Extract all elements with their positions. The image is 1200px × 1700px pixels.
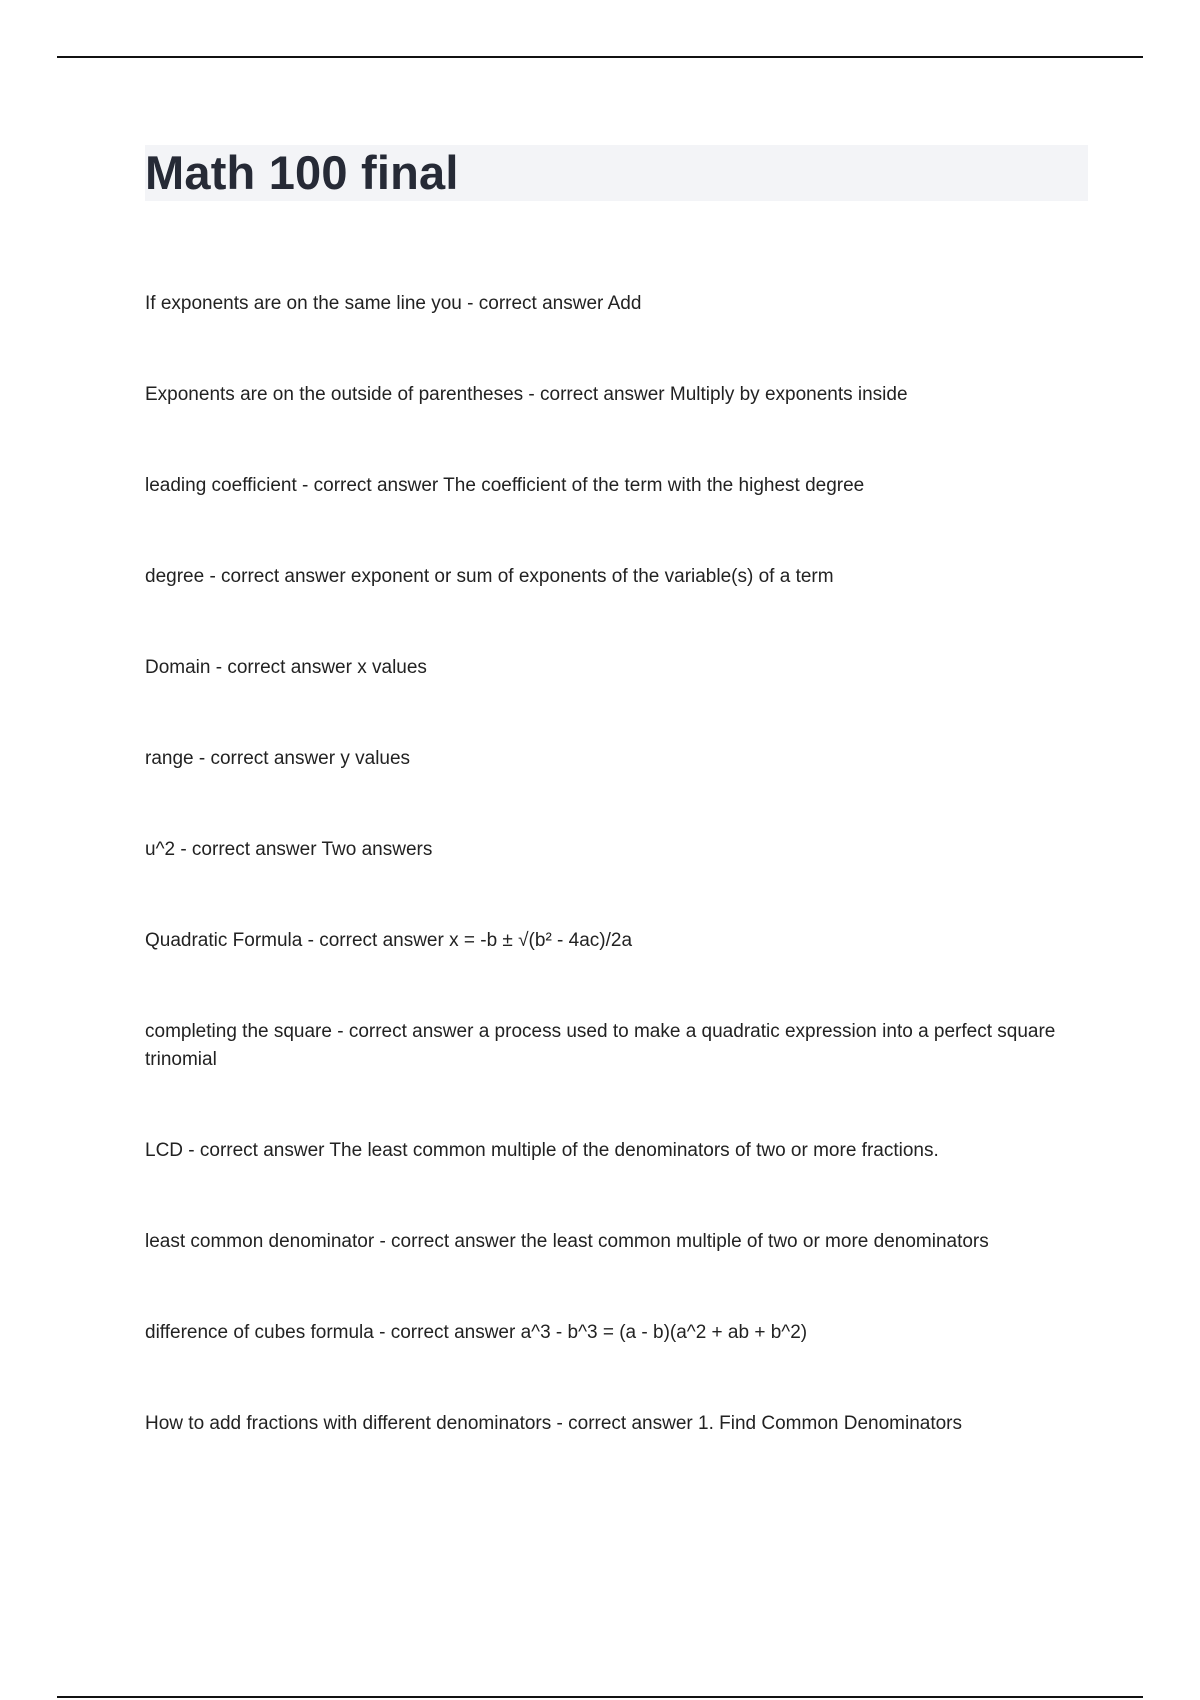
- flashcard-entry: If exponents are on the same line you - correct answer Add: [145, 293, 642, 314]
- flashcard-entry: u^2 - correct answer Two answers: [145, 839, 433, 860]
- flashcard-entry: difference of cubes formula - correct answer a^3 - b^3 = (a - b)(a^2 + ab + b^2): [145, 1322, 808, 1343]
- flashcard-entry: Quadratic Formula - correct answer x = -b ± √(b² - 4ac)/2a: [145, 930, 633, 951]
- flashcard-entry: Exponents are on the outside of parentheses - correct answer Multiply by exponents inside: [145, 384, 908, 405]
- flashcard-list: [145, 290, 1085, 1501]
- flashcard-entry: leading coefficient - correct answer The coefficient of the term with the highest degree: [145, 475, 865, 496]
- flashcard-entry: range - correct answer y values: [145, 748, 411, 769]
- header-rule: [57, 56, 1143, 58]
- flashcard-entry: completing the square - correct answer a process used to make a quadratic expression into a perfect square trinomial: [145, 1021, 1056, 1070]
- flashcard-entry: least common denominator - correct answer the least common multiple of two or more denominators: [145, 1231, 989, 1252]
- page-title: Math 100 final: [145, 146, 459, 199]
- footer-rule: [57, 1696, 1143, 1698]
- flashcard-entry: How to add fractions with different denominators - correct answer 1. Find Common Denominators: [145, 1413, 963, 1434]
- flashcard-entry: LCD - correct answer The least common multiple of the denominators of two or more fractions.: [145, 1140, 939, 1161]
- flashcard-entry: Domain - correct answer x values: [145, 657, 427, 678]
- flashcard-entry: degree - correct answer exponent or sum of exponents of the variable(s) of a term: [145, 566, 834, 587]
